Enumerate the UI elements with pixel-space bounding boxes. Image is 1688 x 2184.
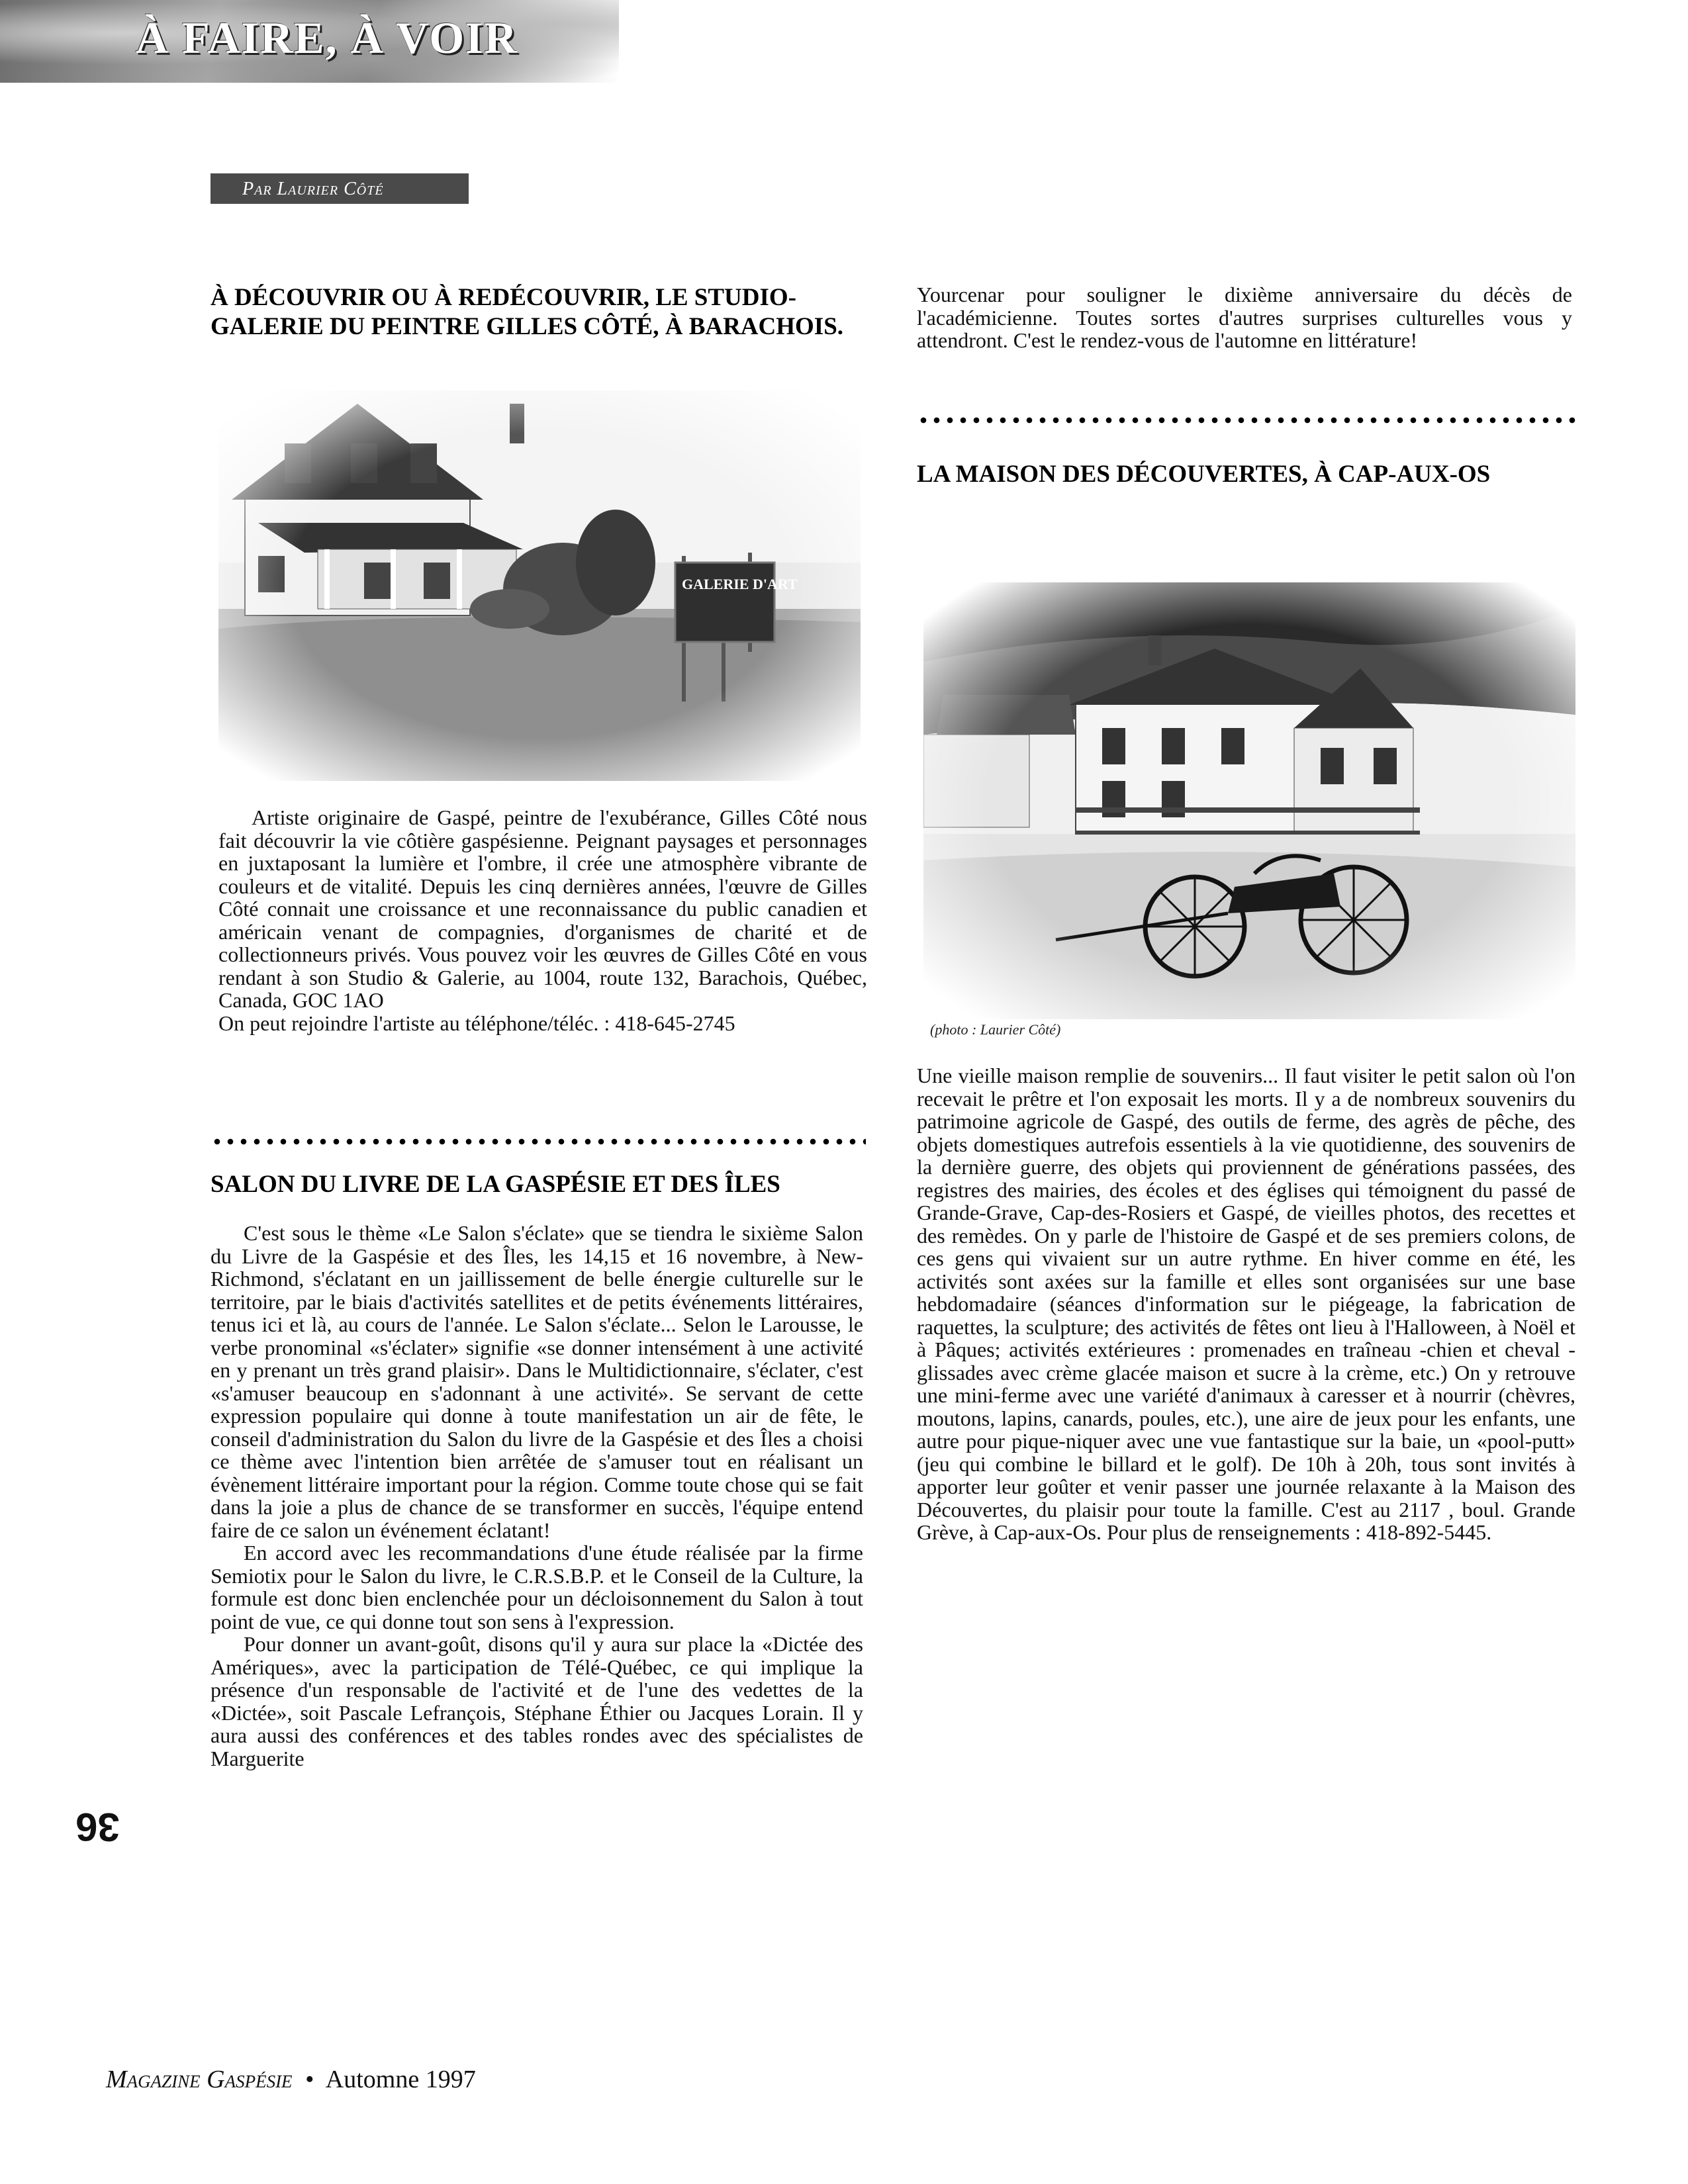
page-footer xyxy=(106,2065,476,2094)
article1-body xyxy=(218,806,867,1034)
article1-paragraph: Artiste originaire de Gaspé, peintre de l'exubérance, Gilles Côté nous fait découvrir la vie côtière gaspésienne. Peignant paysages et personnages en juxtaposant la lumière et l'ombre, il crée une atmosphère vibrante de couleurs et de vitalité. Depuis les cinq dernières années, l'œuvre de Gilles Côté connait une croissance et une reconnaissance du public canadien et américain venant de compagnies, d'organismes de charité et de collectionneurs privés. Vous pouvez voir les œuvres de Gilles Côté en vous rendant à son Studio & Galerie, au 1004, route 132, Barachois, Québec, Canada, GOC 1AO xyxy=(218,805,867,1012)
page-number: 36 xyxy=(75,1805,120,1849)
byline: Par Laurier Côté xyxy=(242,179,384,199)
article3-body xyxy=(917,1064,1575,1544)
article2-paragraph: En accord avec les recommandations d'une étude réalisée par la firme Semiotix pour le Salon du livre, le C.R.S.B.P. et le Conseil de la Culture, la formule est donc bien enclenchée pour un décloisonnement du Salon à tout point de vue, ce qui donne tout son sens à l'expression. xyxy=(211,1541,863,1633)
article3-headline: LA MAISON DES DÉCOUVERTES, À CAP-AUX-OS xyxy=(917,461,1491,488)
byline-bar xyxy=(211,173,469,204)
article2-paragraph: C'est sous le thème «Le Salon s'éclate» que se tiendra le sixième Salon du Livre de la Gaspésie et des Îles, les 14,15 et 16 novembre, à New-Richmond, s'éclatant en un jaillissement de belle énergie culturelle sur le territoire, par le biais d'activités satellites et de petits événements littéraires, tenus ici et là, au cours de l'année. Le Salon s'éclate... Selon le Larousse, le verbe pronominal «s'éclater» signifie «se donner intensément à une activité en y prenant un très grand plaisir». Dans le Multidictionnaire, s'éclater, c'est «s'amuser beaucoup en s'adonnant à une activité». Se servant de cette expression populaire qui donne à toute manifestation un air de fête, le conseil d'administration du Salon du livre de la Gaspésie et des Îles a choisi ce thème avec l'intention bien arrêtée de s'amuser tout en réalisant un évènement littéraire important pour la région. Comme toute chose qui se fait dans la joie a plus de chance de se transformer en succès, l'équipe entend faire de ce salon un événement éclatant! xyxy=(211,1221,863,1542)
section-banner xyxy=(0,0,619,83)
article2-continuation-text: Yourcenar pour souligner le dixième anniversaire du décès de l'académicienne. Toutes sortes d'autres surprises culturelles vous y attendront. C'est le rendez-vous de l'automne en littérature! xyxy=(917,283,1572,352)
photo-caption: (photo : Laurier Côté) xyxy=(930,1021,1061,1038)
issue-date: Automne 1997 xyxy=(325,2066,476,2093)
article2-headline: SALON DU LIVRE DE LA GASPÉSIE ET DES ÎLES xyxy=(211,1171,780,1198)
footer-separator: • xyxy=(305,2066,314,2093)
section-title: À FAIRE, À VOIR xyxy=(136,13,518,63)
magazine-name: Magazine Gaspésie xyxy=(106,2066,293,2093)
section-divider xyxy=(211,1138,866,1145)
section-divider xyxy=(917,417,1575,424)
article2-paragraph: Pour donner un avant-goût, disons qu'il y aura sur place la «Dictée des Amériques», avec la participation de Télé-Québec, ce qui implique la présence d'un responsable de l'activité et de l'une des vedettes de la «Dictée», soit Pascale Lefrançois, Stéphane Éthier ou Jacques Lorain. Il y aura aussi des conférences et des tables rondes avec des spécialistes de Marguerite xyxy=(211,1632,863,1770)
article3-paragraph: Une vieille maison remplie de souvenirs... Il faut visiter le petit salon où l'on recevait le prêtre et l'on exposait les morts. Il y a de nombreux souvenirs du patrimoine agricole de Gaspé, des outils de ferme, des agrès de pêche, des objets domestiques autrefois essentiels à la vie quotidienne, des souvenirs de la dernière guerre, des objets qui proviennent de générations passées, des registres des mairies, des écoles et des églises qui témoignent du passé de Grande-Grave, Cap-des-Rosiers et Gaspé, de vieilles photos, des recettes et des remèdes. On y parle de l'histoire de Gaspé et de ses premiers colons, de ces gens qui vivaient sur un autre rythme. En hiver comme en été, les activités sont axées sur la famille et elles sont organisées sur une base hebdomadaire (séances d'information sur le piégeage, la fabrication de raquettes, la sculpture; des activités de fêtes ont lieu à l'Halloween, à Noël et à Pâques; activités extérieures : promenades en traîneau -chien et cheval - glissades avec crème glacée maison et sucre à la crème, etc.) On y retrouve une mini-ferme avec une variété d'animaux à caresser et à nourrir (chèvres, moutons, lapins, canards, poules, etc.), une aire de jeux pour les enfants, une autre pour pique-niquer avec une vue fantastique sur la baie, un «pool-putt» (jeu qui combine le billard et le golf). De 10h à 20h, tous sont invités à apporter leur goûter et venir passer une journée relaxante à la Maison des Découvertes, du plaisir pour toute la famille. C'est au 2117 , boul. Grande Grève, à Cap-aux-Os. Pour plus de renseignements : 418-892-5445. xyxy=(917,1064,1575,1544)
article1-headline: À DÉCOUVRIR OU À REDÉCOUVRIR, LE STUDIO-GALERIE DU PEINTRE GILLES CÔTÉ, À BARACHOIS. xyxy=(211,284,844,340)
article1-phone: On peut rejoindre l'artiste au téléphone/téléc. : 418-645-2745 xyxy=(218,1011,735,1035)
article2-continuation xyxy=(917,283,1572,352)
maison-decouvertes-photo xyxy=(923,582,1575,1019)
article2-body xyxy=(211,1222,863,1770)
studio-galerie-photo xyxy=(218,390,861,781)
